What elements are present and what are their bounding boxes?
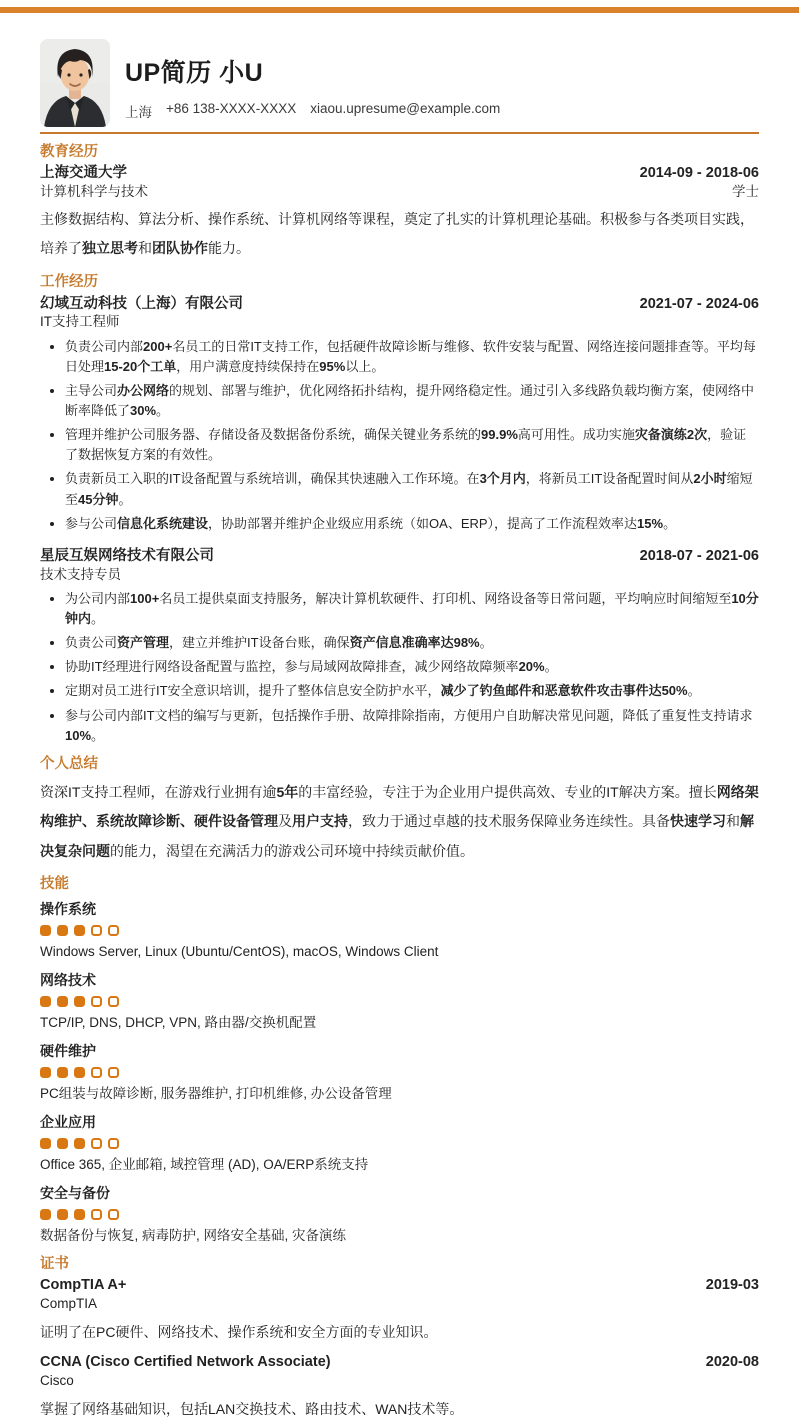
skill-detail: 数据备份与恢复, 病毒防护, 网络安全基础, 灾备演练 [40,1228,347,1244]
skill-item [40,1042,759,1104]
level-dot [91,925,102,936]
contact-phone: +86 138-XXXX-XXXX [166,101,297,116]
job-bullet: • 负责公司资产管理，建立并维护IT设备台账，确保资产信息准确率达98%。 [65,633,759,653]
skill-name: 网络技术 [40,971,96,988]
school-name: 上海交通大学 [40,164,127,181]
level-dot [57,996,68,1007]
level-dot [74,925,85,936]
skill-name: 操作系统 [40,900,96,917]
contact-email: xiaou.upresume@example.com [310,101,501,116]
section-title-summary: 个人总结 [40,755,98,772]
education-major: 计算机科学与技术 [40,183,148,199]
level-dot [108,1209,119,1220]
job-bullet: • 主导公司办公网络的规划、部署与维护，优化网络拓扑结构，提升网络稳定性。通过引入多线路负载均衡方案，使网络中断率降低了30%。 [65,381,759,421]
level-dot [40,1138,51,1149]
certificate-description: 证明了在PC硬件、网络技术、操作系统和安全方面的专业知识。 [40,1324,438,1341]
job-role: IT支持工程师 [40,314,120,330]
level-dot [74,996,85,1007]
level-dot [74,1138,85,1149]
level-dot [91,1138,102,1149]
job-item [40,295,759,534]
summary-text: 资深IT支持工程师，在游戏行业拥有逾5年的丰富经验，专注于为企业用户提供高效、专业的IT解决方案。擅长网络架构维护、系统故障诊断、硬件设备管理及用户支持，致力于通过卓越的技术服务保障业务连续性。具备快速学习和解决复杂问题的能力，渴望在充满活力的游戏公司环境中持续贡献价值。 [40,783,759,859]
candidate-name: UP简历 小U [125,59,264,87]
certificate-row [40,1353,759,1372]
resume-page [0,39,799,1420]
skill-detail: PC组装与故障诊断, 服务器维护, 打印机维修, 办公设备管理 [40,1086,392,1102]
contact-line [125,101,500,121]
level-dot [91,1209,102,1220]
job-role: 技术支持专员 [40,566,121,582]
section-title-skills: 技能 [40,875,69,892]
contact-location: 上海 [125,105,152,120]
job-bullet: • 负责公司内部200+名员工的日常IT支持工作，包括硬件故障诊断与维修、软件安装与配置、网络连接问题排查等。平均每日处理15-20个工单，用户满意度持续保持在95%以上。 [65,337,759,377]
header-divider [40,132,759,134]
job-bullet: • 协助IT经理进行网络设备配置与监控，参与局域网故障排查，减少网络故障频率20%。 [65,657,759,677]
education-subrow [40,183,759,201]
skill-detail: Office 365, 企业邮箱, 域控管理 (AD), OA/ERP系统支持 [40,1157,369,1173]
certificate-item [40,1276,759,1343]
level-dot [108,996,119,1007]
skill-item [40,1113,759,1175]
job-subrow [40,566,759,584]
job-date: 2018-07 - 2021-06 [639,547,759,564]
level-dot [40,1209,51,1220]
company-name: 星辰互娱网络技术有限公司 [40,547,214,564]
accent-top-bar [0,7,799,13]
level-dot [57,1209,68,1220]
certificate-subrow [40,1295,759,1313]
section-work [40,273,759,746]
level-dot [40,1067,51,1078]
resume-header [40,39,759,127]
certificate-issuer: Cisco [40,1372,74,1388]
level-dot [108,1067,119,1078]
skill-level-indicator [40,1138,759,1149]
skill-item [40,971,759,1033]
level-dot [57,1067,68,1078]
section-certificates [40,1255,759,1420]
section-summary [40,755,759,866]
company-name: 幻域互动科技（上海）有限公司 [40,295,243,312]
skill-detail: TCP/IP, DNS, DHCP, VPN, 路由器/交换机配置 [40,1015,317,1031]
skill-name: 企业应用 [40,1114,96,1130]
level-dot [91,996,102,1007]
skill-name: 安全与备份 [40,1185,110,1202]
level-dot [57,925,68,936]
certificate-date: 2020-08 [705,1354,759,1371]
certificate-issuer: CompTIA [40,1295,98,1311]
job-date: 2021-07 - 2024-06 [639,295,759,312]
skill-level-indicator [40,1067,759,1078]
level-dot [108,925,119,936]
job-bullet: • 定期对员工进行IT安全意识培训，提升了整体信息安全防护水平，减少了钓鱼邮件和恶意软件攻击事件达50%。 [65,681,759,701]
certificate-row [40,1276,759,1295]
skill-detail: Windows Server, Linux (Ubuntu/CentOS), macOS, Windows Client [40,943,439,959]
education-date: 2014-09 - 2018-06 [639,164,759,181]
level-dot [108,1138,119,1149]
level-dot [40,925,51,936]
skill-item [40,1184,759,1246]
certificate-name: CompTIA A+ [40,1277,127,1293]
education-description: 主修数据结构、算法分析、操作系统、计算机网络等课程，奠定了扎实的计算机理论基础。积极参与各类项目实践，培养了独立思考和团队协作能力。 [40,210,754,257]
job-item [40,547,759,746]
job-row [40,295,759,314]
section-title-education: 教育经历 [40,144,98,160]
job-row [40,547,759,566]
job-bullet: • 负责新员工入职的IT设备配置与系统培训，确保其快速融入工作环境。在3个月内，将新员工IT设备配置时间从2小时缩短至45分钟。 [65,469,759,509]
section-title-work: 工作经历 [40,273,98,290]
certificate-name: CCNA (Cisco Certified Network Associate) [40,1354,331,1371]
level-dot [57,1138,68,1149]
certificate-description: 掌握了网络基础知识，包括LAN交换技术、路由技术、WAN技术等。 [40,1401,464,1418]
skill-name: 硬件维护 [40,1042,96,1059]
section-skills [40,875,759,1246]
level-dot [91,1067,102,1078]
certificate-date: 2019-03 [705,1277,759,1293]
skill-level-indicator [40,1209,759,1220]
education-degree: 学士 [732,183,759,199]
certificate-subrow [40,1372,759,1390]
job-bullet: • 参与公司内部IT文档的编写与更新，包括操作手册、故障排除指南，方便用户自助解决常见问题，降低了重复性支持请求10%。 [65,706,759,746]
education-row [40,164,759,183]
job-subrow [40,313,759,331]
job-bullet: • 参与公司信息化系统建设，协助部署并维护企业级应用系统（如OA、ERP），提高了工作流程效率达15%。 [65,514,759,534]
skill-item [40,900,759,962]
skill-level-indicator [40,925,759,936]
section-education [40,143,759,264]
skill-level-indicator [40,996,759,1007]
profile-photo [40,39,110,127]
job-bullet: • 管理并维护公司服务器、存储设备及数据备份系统，确保关键业务系统的99.9%高可用性。成功实施灾备演练2次，验证了数据恢复方案的有效性。 [65,425,759,465]
level-dot [74,1209,85,1220]
section-title-certificates: 证书 [40,1256,69,1273]
level-dot [74,1067,85,1078]
header-text [124,39,500,121]
job-bullet: • 为公司内部100+名员工提供桌面支持服务，解决计算机软硬件、打印机、网络设备等日常问题，平均响应时间缩短至10分钟内。 [65,589,759,629]
level-dot [40,996,51,1007]
job-bullets [40,589,759,746]
certificate-item [40,1353,759,1420]
job-bullets [40,337,759,534]
avatar-illustration [40,39,110,127]
